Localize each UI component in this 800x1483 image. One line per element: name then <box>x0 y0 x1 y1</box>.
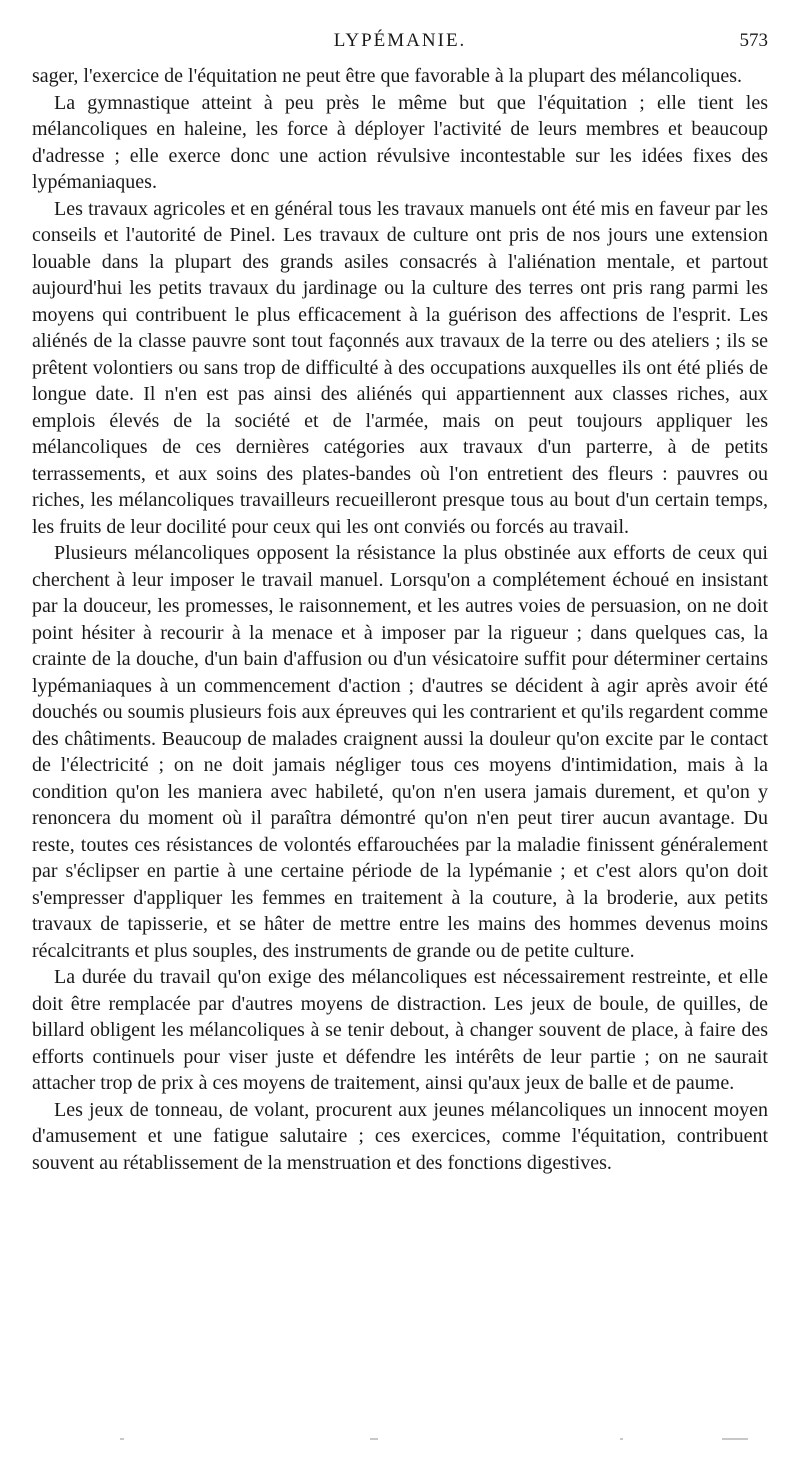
paragraph-continuation: sager, l'exercice de l'équitation ne peut être que favorable à la plupart des mélancoliques. <box>32 65 742 87</box>
scan-mark <box>370 1438 378 1440</box>
page-number: 573 <box>739 30 768 51</box>
paragraph-gymnastique: La gymnastique atteint à peu près le même but que l'équitation ; elle tient les mélancoliques en haleine, les force à déployer l'activité de leurs membres et beaucoup d'adresse ; elle exerce donc une action révulsive incontestable sur les idées fixes des lypémaniaques. <box>32 91 768 193</box>
running-head-title: LYPÉMANIE. <box>333 30 467 51</box>
paragraph-travaux-agricoles: Les travaux agricoles et en général tous les travaux manuels ont été mis en faveur par les conseils et l'autorité de Pinel. Les travaux de culture ont pris de nos jours une extension louable dans la plupart des grands asiles consacrés à l'aliénation mentale, et partout aujourd'hui les petits travaux du jardinage ou la culture des terres ont pris rang parmi les moyens qui contribuent le plus efficacement à la guérison des affections de l'esprit. Les aliénés de la classe pauvre sont tout façonnés aux travaux de la terre ou des ateliers ; ils se prêtent volontiers ou sans trop de difficulté à des occupations auxquelles ils ont été pliés de longue date. Il n'en est pas ainsi des aliénés qui appartiennent aux classes riches, aux emplois élevés de la société et de l'armée, mais on peut toujours appliquer les mélancoliques de ces dernières catégories aux travaux d'un parterre, à de petits terrassements, et aux soins des plates-bandes où l'on entretient des fleurs : pauvres ou riches, les mélancoliques travailleurs recueilleront presque tous au bout d'un certain temps, les fruits de leur docilité pour ceux qui les ont conviés ou forcés au travail. <box>32 197 768 538</box>
body-text <box>32 63 768 1176</box>
footer-scan-marks <box>32 1438 768 1452</box>
scan-mark <box>620 1438 623 1440</box>
paragraph-duree-travail: La durée du travail qu'on exige des mélancoliques est nécessairement restreinte, et elle doit être remplacée par d'autres moyens de distraction. Les jeux de boule, de quilles, de billard obligent les mélancoliques à se tenir debout, à changer souvent de place, à faire des efforts continuels pour viser juste et défendre les intérêts de leur partie ; on ne saurait attacher trop de prix à ces moyens de traitement, ainsi qu'aux jeux de balle et de paume. <box>32 966 768 1094</box>
scan-mark <box>722 1438 748 1440</box>
running-head <box>32 30 768 56</box>
paragraph-jeux: Les jeux de tonneau, de volant, procurent aux jeunes mélancoliques un innocent moyen d'amusement et une fatigue salutaire ; ces exercices, comme l'équitation, contribuent souvent au rétablissement de la menstruation et des fonctions digestives. <box>32 1098 768 1174</box>
scan-mark <box>120 1438 124 1440</box>
paragraph-resistance: Plusieurs mélancoliques opposent la résistance la plus obstinée aux efforts de ceux qui cherchent à leur imposer le travail manuel. Lorsqu'on a complétement échoué en insistant par la douceur, les promesses, le raisonnement, et les autres voies de persuasion, on ne doit point hésiter à recourir à la menace et à imposer par la rigueur ; dans quelques cas, la crainte de la douche, d'un bain d'affusion ou d'un vésicatoire suffit pour déterminer certains lypémaniaques à un commencement d'action ; d'autres se décident à agir après avoir été douchés ou soumis plusieurs fois aux épreuves qui les contrarient et qu'ils regardent comme des châtiments. Beaucoup de malades craignent aussi la douleur qu'on excite par le contact de l'électricité ; on ne doit jamais négliger tous ces moyens d'intimidation, mais à la condition qu'on les maniera avec habileté, qu'on n'en usera jamais durement, et qu'on y renoncera du moment où il paraîtra démontré qu'on n'en peut tirer aucun avantage. Du reste, toutes ces résistances de volontés effarouchées par la maladie finissent généralement par s'éclipser en partie à une certaine période de la lypémanie ; et c'est alors qu'on doit s'empresser d'appliquer les femmes en traitement à la couture, à la broderie, aux petits travaux de tapisserie, et se hâter de mettre entre les mains des hommes devenus moins récalcitrants et plus souples, des instruments de grande ou de petite culture. <box>32 542 768 962</box>
